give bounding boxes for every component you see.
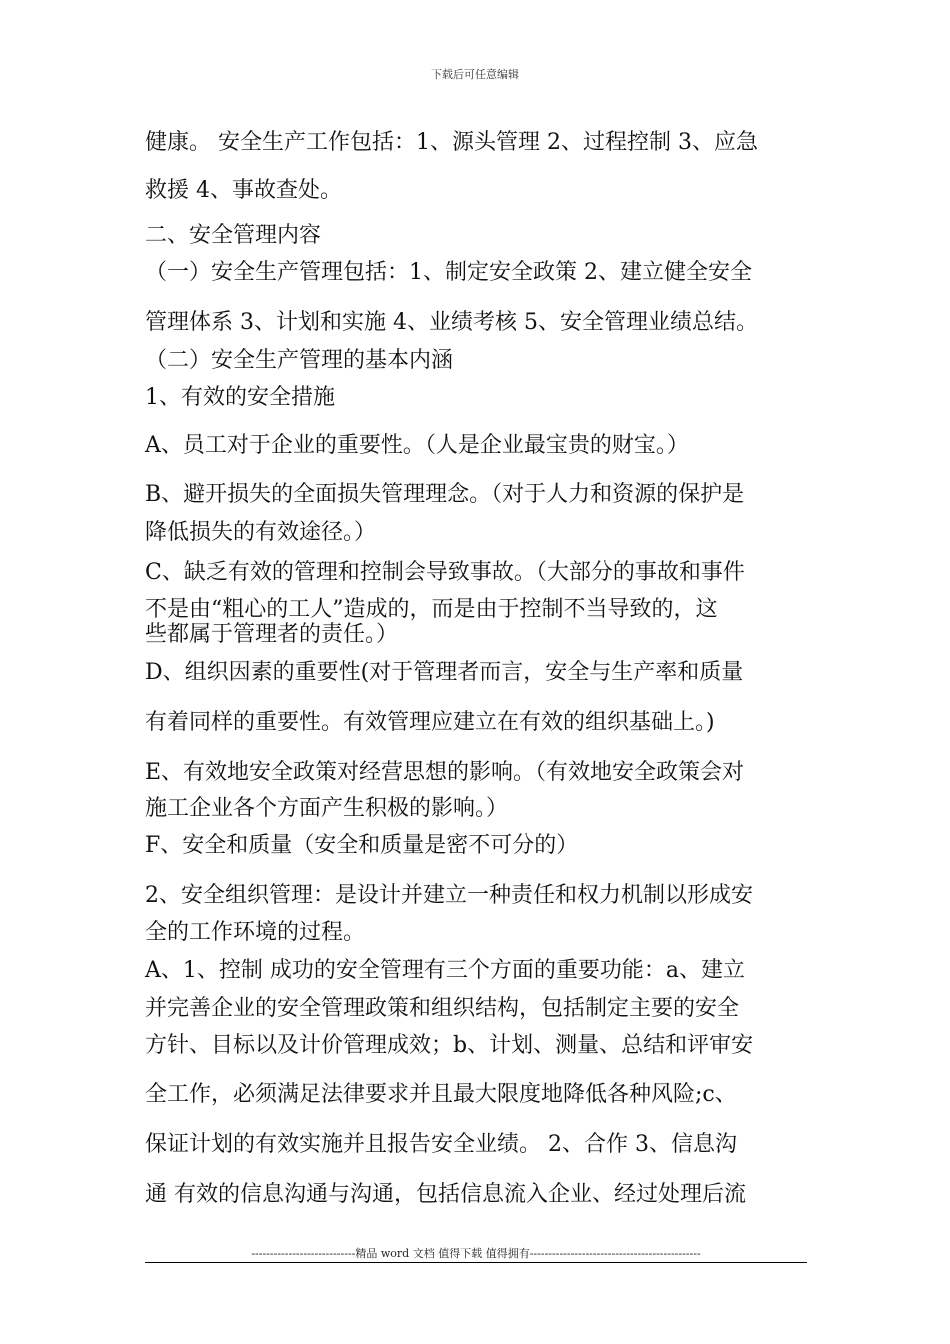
text-line: 2、安全组织管理：是设计并建立一种责任和权力机制以形成安 — [145, 883, 753, 908]
page-footer: ----------------------------精品 word 文档 值得下载 值得拥有---------------------------------------------- — [251, 1247, 701, 1260]
text-line: A、1、控制 成功的安全管理有三个方面的重要功能：a、建立 — [145, 958, 745, 983]
footer-divider — [145, 1262, 807, 1263]
text-line: 管理体系 3、计划和实施 4、业绩考核 5、安全管理业绩总结。 — [145, 310, 758, 335]
text-line: 通 有效的信息沟通与沟通，包括信息流入企业、经过处理后流 — [145, 1182, 746, 1207]
item-heading: 1、有效的安全措施 — [145, 385, 335, 410]
text-line: B、避开损失的全面损失管理理念。（对于人力和资源的保护是 — [145, 482, 745, 507]
text-line: 救援 4、事故查处。 — [145, 178, 342, 203]
subsection-heading: （二）安全生产管理的基本内涵 — [145, 348, 454, 373]
text-line: 施工企业各个方面产生积极的影响。） — [145, 796, 509, 821]
text-line: D、组织因素的重要性(对于管理者而言，安全与生产率和质量 — [145, 660, 744, 685]
text-line: A、员工对于企业的重要性。（人是企业最宝贵的财宝。） — [145, 433, 689, 458]
text-line: 保证计划的有效实施并且报告安全业绩。 2、合作 3、信息沟 — [145, 1132, 737, 1157]
text-line: 全工作，必须满足法律要求并且最大限度地降低各种风险;c、 — [145, 1082, 737, 1107]
text-line: （一）安全生产管理包括：1、制定安全政策 2、建立健全安全 — [145, 260, 752, 285]
text-line: 健康。 安全生产工作包括：1、源头管理 2、过程控制 3、应急 — [145, 130, 758, 155]
text-line: C、缺乏有效的管理和控制会导致事故。（大部分的事故和事件 — [145, 560, 745, 585]
text-line: 并完善企业的安全管理政策和组织结构，包括制定主要的安全 — [145, 996, 740, 1021]
text-line: 有着同样的重要性。有效管理应建立在有效的组织基础上。) — [145, 710, 715, 735]
text-line: 全的工作环境的过程。 — [145, 920, 366, 945]
text-line: F、安全和质量（安全和质量是密不可分的） — [145, 833, 579, 858]
text-line: 方针、目标以及计价管理成效；b、计划、测量、总结和评审安 — [145, 1033, 754, 1058]
text-line: 降低损失的有效途径。） — [145, 520, 377, 545]
text-line: E、有效地安全政策对经营思想的影响。（有效地安全政策会对 — [145, 760, 745, 785]
text-line: 不是由“粗心的工人”造成的，而是由于控制不当导致的，这 — [145, 597, 718, 622]
text-line: 些都属于管理者的责任。） — [145, 622, 399, 647]
section-heading: 二、安全管理内容 — [145, 223, 322, 248]
page-header: 下载后可任意编辑 — [431, 68, 519, 81]
